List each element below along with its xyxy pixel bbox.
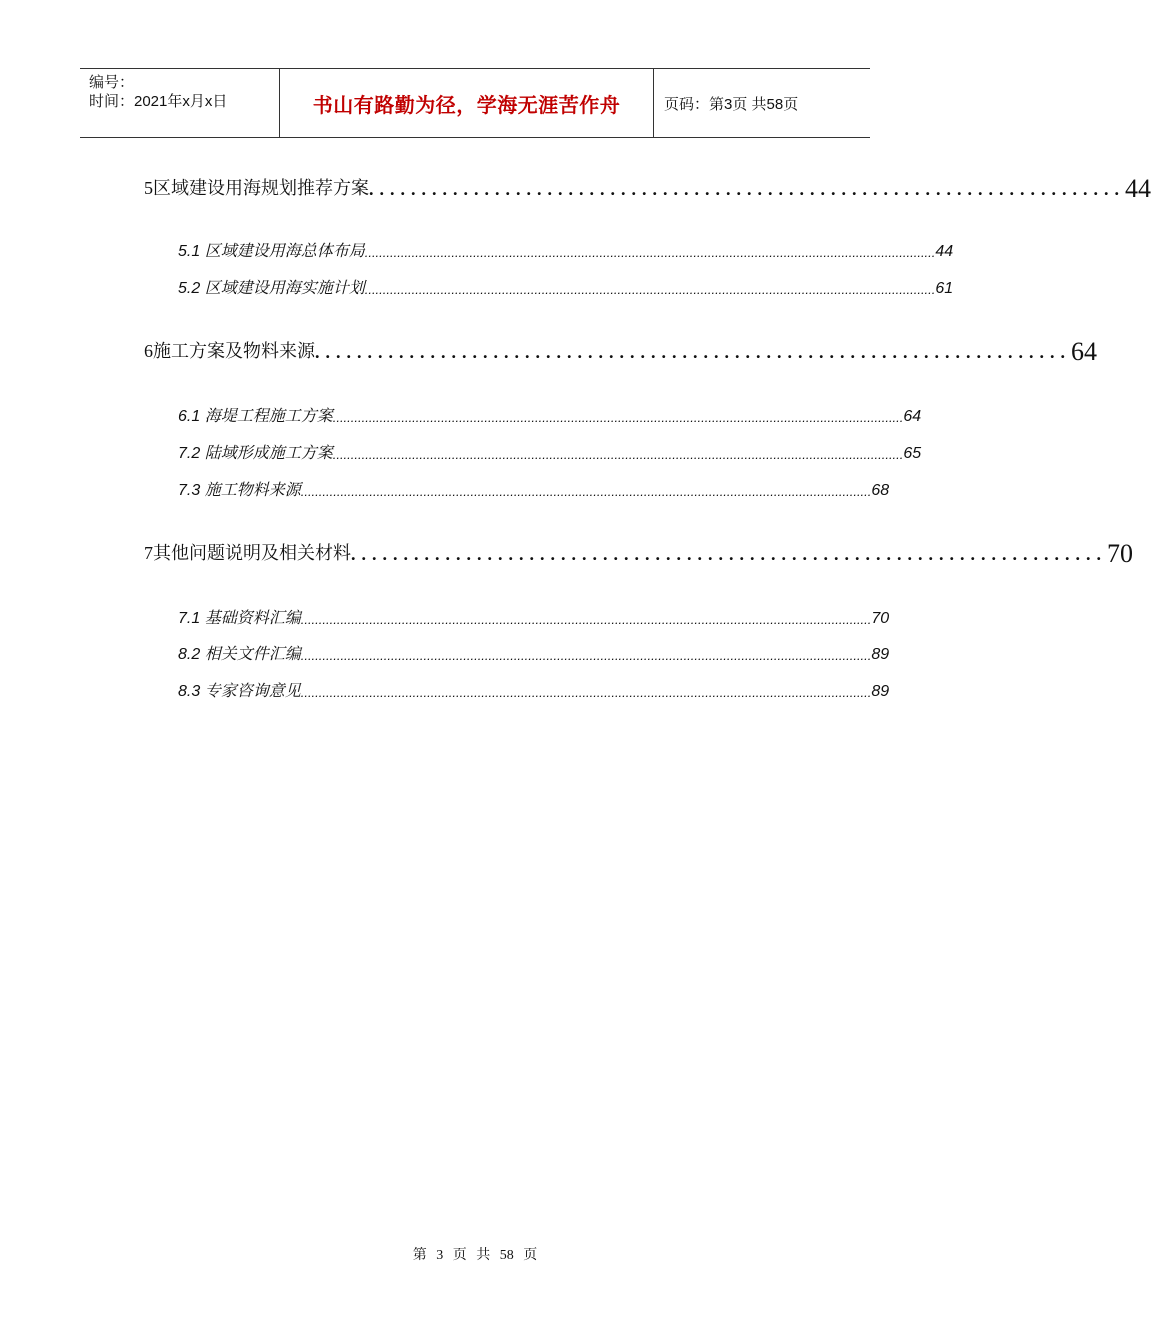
header-meta [80, 69, 280, 137]
toc-leader-dots: .............................................................................................................................................................. [300, 484, 872, 499]
toc-leader-dots: .............................................................................................................................................................. [364, 245, 936, 260]
toc-section-entry[interactable] [178, 604, 890, 628]
toc-page-number: 44 [1125, 174, 1151, 203]
toc-chapter-entry[interactable] [144, 535, 1133, 569]
toc-section-entry[interactable] [178, 402, 922, 426]
toc-section-title: 7.2 陆域形成施工方案 [178, 445, 333, 462]
toc-leader-dots: .............................................................................................................................................................. [332, 447, 904, 462]
toc-section-title: 6.1 海堤工程施工方案 [178, 408, 333, 425]
toc-section-entry[interactable] [178, 640, 890, 664]
toc-chapter-entry[interactable] [144, 333, 1097, 367]
header-motto: 书山有路勤为径，学海无涯苦作舟 [280, 69, 654, 137]
toc-page-number: 89 [871, 646, 890, 663]
toc-section-entry[interactable] [178, 439, 922, 463]
toc-leader-dots: .............................................................................................................................................................. [332, 410, 904, 425]
toc-page-number: 61 [935, 280, 954, 297]
toc-section-title: 8.3 专家咨询意见 [178, 683, 301, 700]
toc-leader-dots: .............................................................................................................................................................. [300, 612, 872, 627]
toc-leader-dots: ........................................................................ [369, 179, 1125, 199]
toc-section-entry[interactable] [178, 476, 890, 500]
number-label: 编号： [89, 74, 135, 91]
toc-leader-dots: ........................................................................ [315, 342, 1071, 362]
toc-section-entry[interactable] [178, 237, 954, 261]
toc-chapter-title: 5区域建设用海规划推荐方案 [144, 178, 369, 198]
toc-leader-dots: .............................................................................................................................................................. [300, 648, 872, 663]
time-label: 时间：2021年x月x日 [89, 93, 228, 110]
toc-leader-dots: .............................................................................................................................................................. [364, 282, 936, 297]
toc-page-number: 64 [1071, 337, 1097, 366]
toc-page-number: 64 [903, 408, 922, 425]
page-footer: 第 3 页 共 58 页 [412, 1248, 538, 1263]
toc-page-number: 44 [935, 243, 954, 260]
toc-leader-dots: ........................................................................ [351, 544, 1107, 564]
toc-page-number: 70 [871, 610, 890, 627]
toc-page-number: 68 [871, 482, 890, 499]
toc-leader-dots: .............................................................................................................................................................. [300, 685, 872, 700]
toc-chapter-title: 7其他问题说明及相关材料 [144, 543, 351, 563]
header-page-info: 页码：第3页 共58页 [664, 95, 799, 113]
toc-chapter-title: 6施工方案及物料来源 [144, 341, 315, 361]
toc-section-title: 8.2 相关文件汇编 [178, 646, 301, 663]
toc-section-title: 7.3 施工物料来源 [178, 482, 301, 499]
toc-section-title: 5.2 区域建设用海实施计划 [178, 280, 365, 297]
toc-page-number: 65 [903, 445, 922, 462]
toc-chapter-entry[interactable] [144, 170, 1151, 204]
toc-section-entry[interactable] [178, 274, 954, 298]
toc-page-number: 89 [871, 683, 890, 700]
toc-section-title: 5.1 区域建设用海总体布局 [178, 243, 365, 260]
page-header [80, 68, 870, 138]
toc-section-title: 7.1 基础资料汇编 [178, 610, 301, 627]
toc-page-number: 70 [1107, 539, 1133, 568]
toc-section-entry[interactable] [178, 677, 890, 701]
